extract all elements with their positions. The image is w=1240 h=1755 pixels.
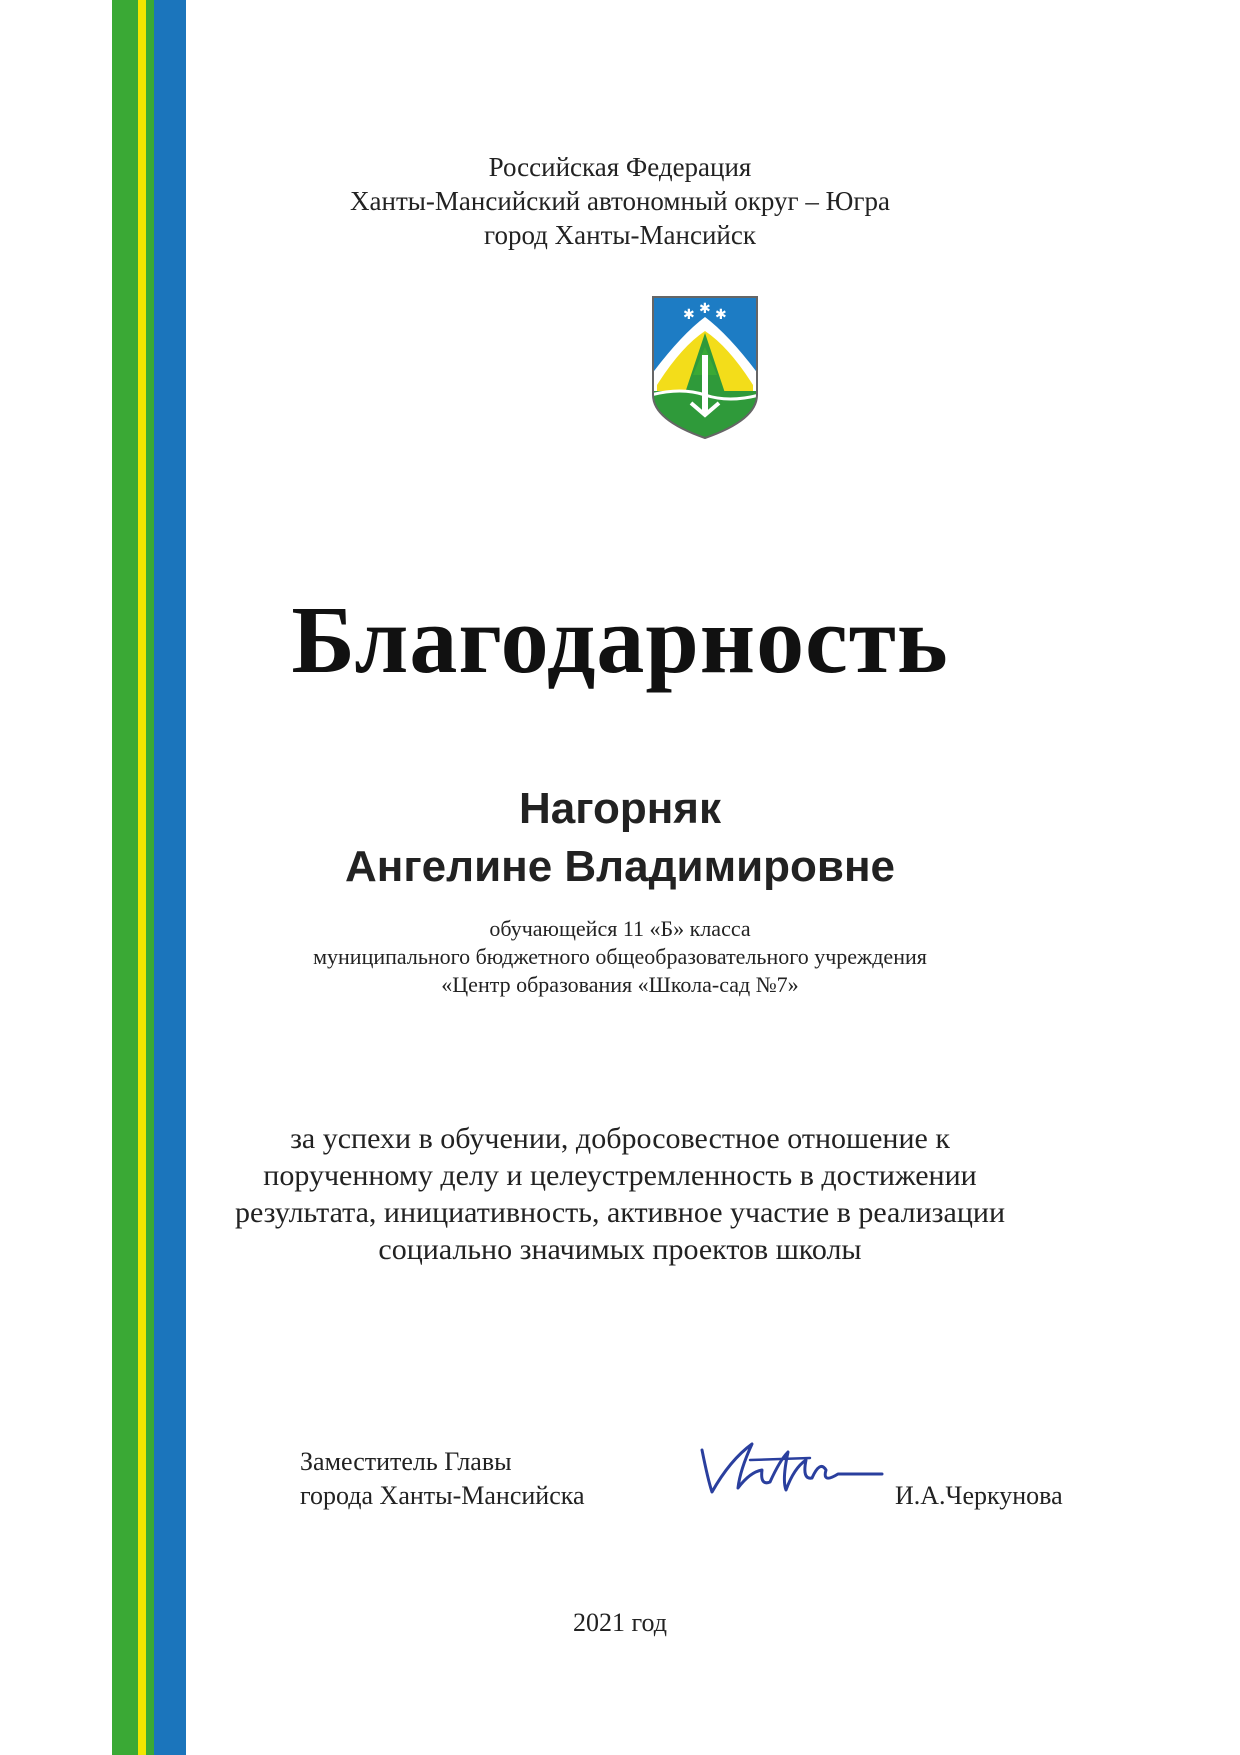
signatory-position-line1: Заместитель Главы bbox=[300, 1447, 512, 1476]
svg-text:✱: ✱ bbox=[699, 301, 711, 317]
student-class: обучающейся 11 «Б» класса bbox=[489, 916, 751, 941]
certificate-title: Благодарность bbox=[291, 586, 949, 693]
svg-text:✱: ✱ bbox=[683, 307, 695, 323]
recipient-surname: Нагорняк bbox=[518, 784, 722, 833]
handwritten-signature-icon bbox=[690, 1430, 890, 1510]
signatory-name: И.А.Черкунова bbox=[895, 1481, 1063, 1510]
signatory-position-line2: города Ханты-Мансийска bbox=[300, 1481, 585, 1510]
coat-of-arms-icon bbox=[651, 295, 759, 440]
reason-line: за успехи в обучении, добросовестное отношение к bbox=[290, 1122, 950, 1155]
reason-line: порученному делу и целеустремленность в достижении bbox=[263, 1159, 977, 1192]
student-institution-type: муниципального бюджетного общеобразовательного учреждения bbox=[313, 944, 927, 969]
header-city: город Ханты-Мансийск bbox=[484, 220, 756, 250]
issue-year: 2021 год bbox=[573, 1608, 667, 1637]
award-reason bbox=[0, 1120, 1240, 1268]
signatory-position bbox=[300, 1445, 585, 1513]
issuer-header bbox=[0, 150, 1240, 252]
recipient-name bbox=[0, 780, 1240, 896]
reason-line: результата, инициативность, активное участие в реализации bbox=[235, 1196, 1005, 1229]
recipient-given-names: Ангелине Владимировне bbox=[344, 842, 896, 891]
student-info bbox=[0, 915, 1240, 999]
svg-text:✱: ✱ bbox=[715, 307, 727, 323]
header-region: Ханты-Мансийский автономный округ – Югра bbox=[350, 186, 890, 216]
student-institution-name: «Центр образования «Школа-сад №7» bbox=[441, 972, 799, 997]
reason-line: социально значимых проектов школы bbox=[378, 1233, 862, 1266]
header-country: Российская Федерация bbox=[488, 152, 752, 182]
